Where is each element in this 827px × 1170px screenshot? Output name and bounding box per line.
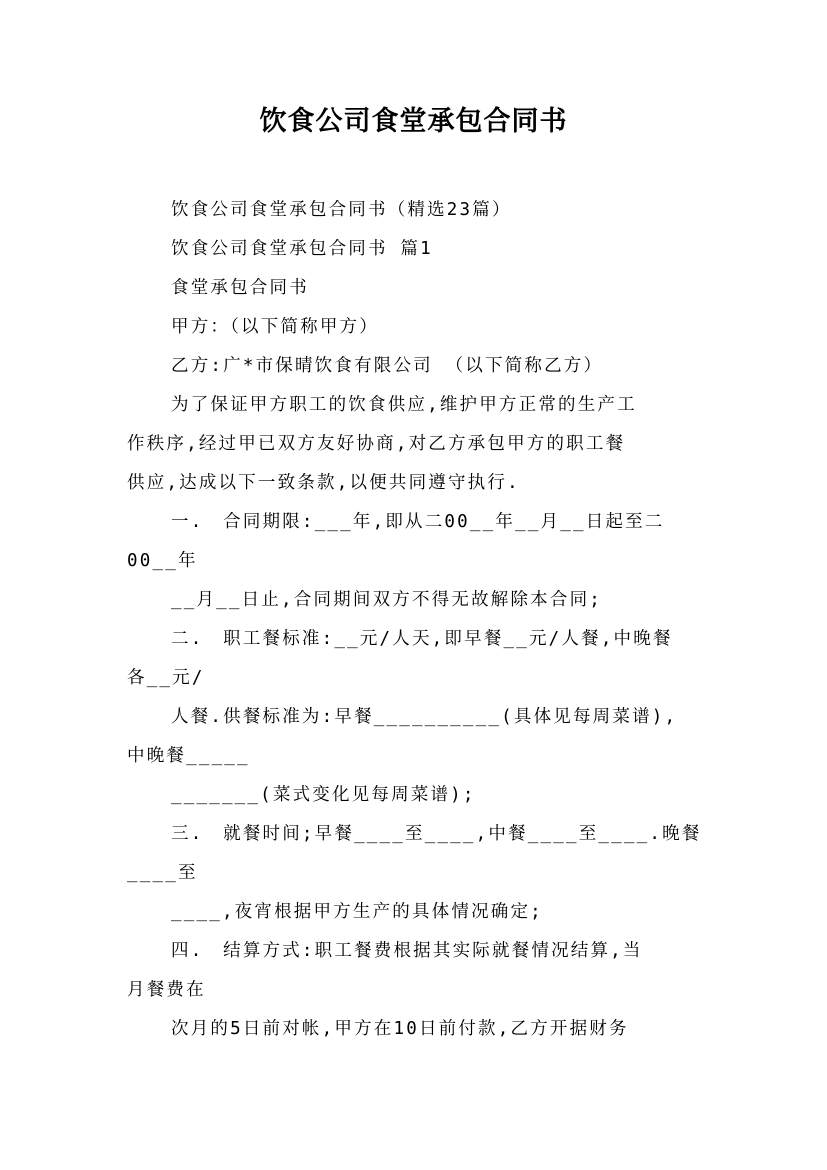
- text-line: 作秩序,经过甲已双方友好协商,对乙方承包甲方的职工餐: [127, 434, 626, 454]
- text-line: 饮食公司食堂承包合同书 篇1: [171, 239, 433, 259]
- text-line: 月餐费在: [127, 980, 206, 1000]
- text-line: 甲方：（以下简称甲方）: [171, 317, 379, 337]
- text-line: 二. 职工餐标准:__元/人天,即早餐__元/人餐,中晚餐: [171, 629, 673, 649]
- text-line: 四. 结算方式:职工餐费根据其实际就餐情况结算,当: [171, 941, 643, 961]
- text-line: 为了保证甲方职工的饮食供应,维护甲方正常的生产工: [171, 395, 637, 415]
- text-line: _______(菜式变化见每周菜谱);: [171, 785, 476, 805]
- text-line: ____,夜宵根据甲方生产的具体情况确定;: [171, 902, 543, 922]
- text-line: 三. 就餐时间;早餐____至____,中餐____至____.晚餐: [171, 824, 702, 844]
- text-line: 00__年: [127, 551, 198, 571]
- text-line: ____至: [127, 863, 198, 883]
- text-line: 各__元/: [127, 668, 205, 688]
- text-line: 乙方:广*市保晴饮食有限公司 （以下简称乙方）: [171, 356, 604, 376]
- text-line: 中晚餐_____: [127, 746, 250, 766]
- document-title: 饮食公司食堂承包合同书: [259, 106, 568, 137]
- text-line: 食堂承包合同书: [171, 278, 309, 298]
- text-line: 次月的5日前对帐,甲方在10日前付款,乙方开据财务: [171, 1019, 629, 1039]
- text-line: __月__日止,合同期间双方不得无故解除本合同;: [171, 590, 603, 610]
- text-line: 人餐.供餐标准为:早餐__________(具体见每周菜谱),: [171, 707, 678, 727]
- text-line: 供应,达成以下一致条款,以便共同遵守执行.: [127, 473, 520, 493]
- text-line: 饮食公司食堂承包合同书（精选23篇）: [171, 200, 512, 220]
- text-line: 一. 合同期限:___年,即从二00__年__月__日起至二: [171, 512, 665, 532]
